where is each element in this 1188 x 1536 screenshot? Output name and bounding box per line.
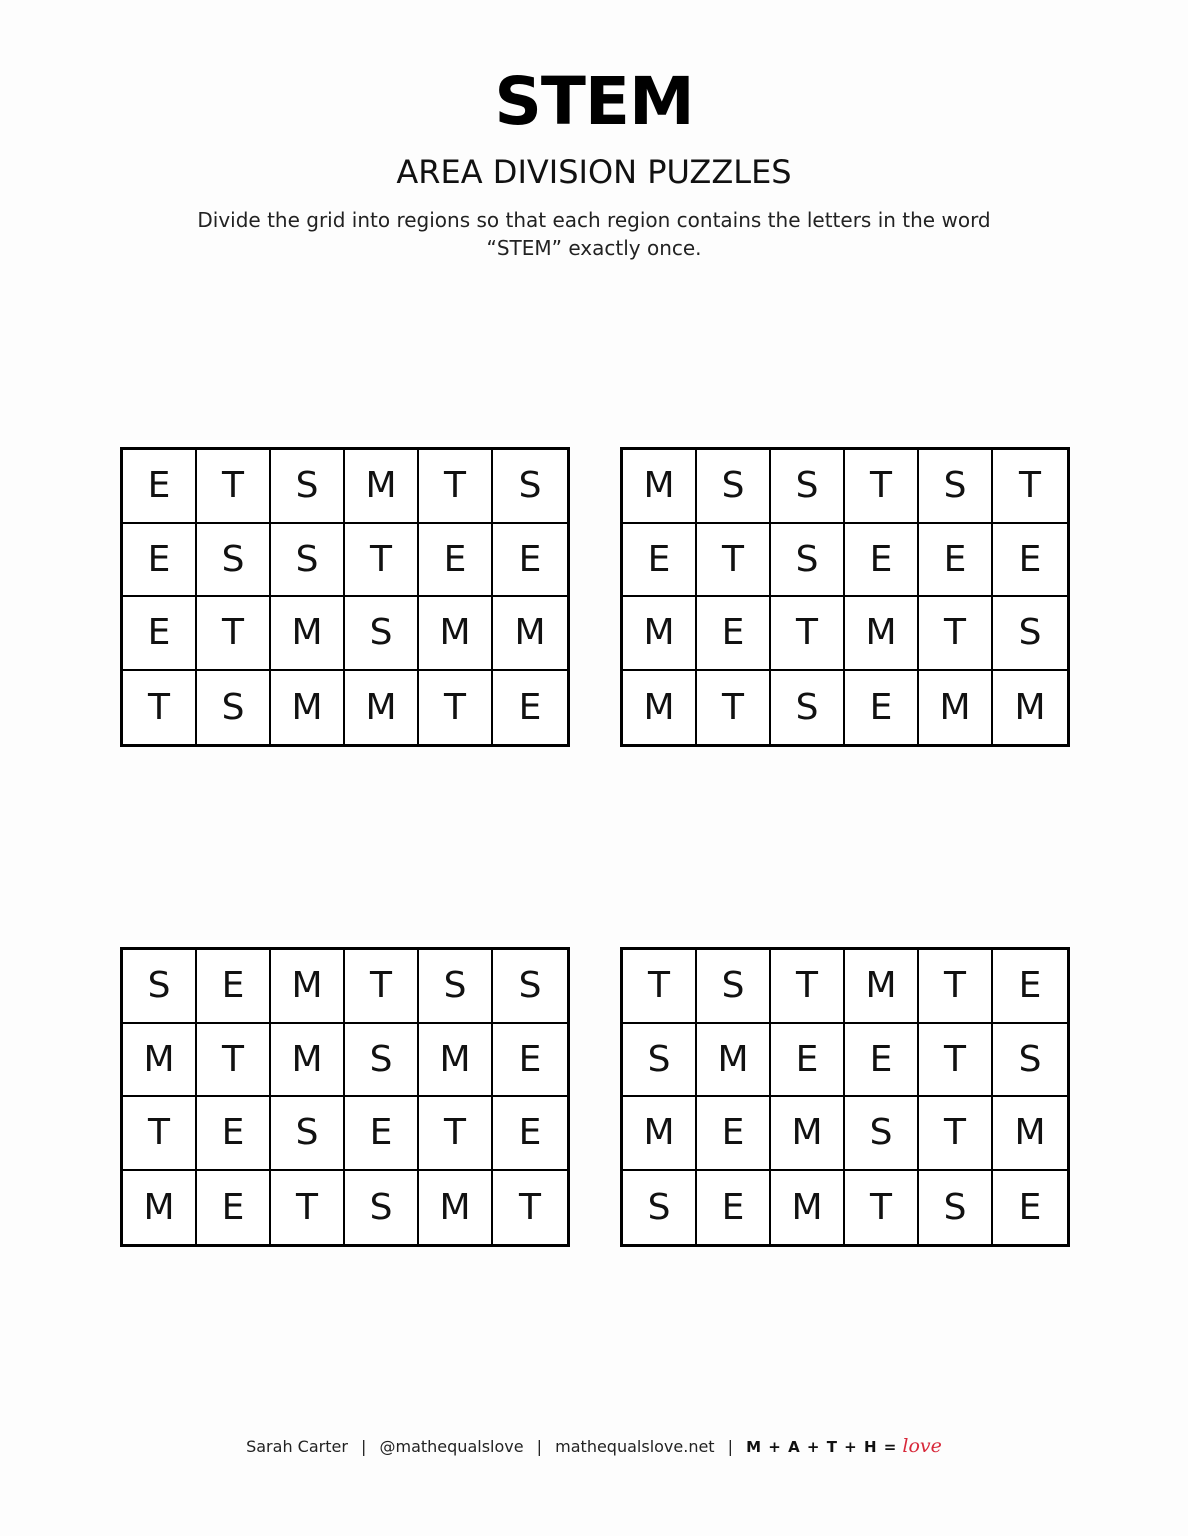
puzzle-grid-2	[620, 447, 1070, 747]
grid-cell: S	[493, 450, 567, 524]
footer-handle: @mathequalslove	[379, 1437, 524, 1456]
grid-cell: S	[697, 450, 771, 524]
grid-cell: M	[623, 671, 697, 745]
grid-cell: T	[845, 1171, 919, 1245]
grid-cell: E	[518, 686, 542, 728]
grid-cell: E	[419, 524, 493, 598]
grid-cell: S	[271, 1097, 345, 1171]
grid-cell: E	[845, 1024, 919, 1098]
grid-cell: S	[771, 524, 845, 598]
grid-cell: E	[1018, 1186, 1042, 1228]
grid-cell: M	[771, 1097, 845, 1171]
grid-cell: S	[919, 450, 993, 524]
grid-cell: M	[123, 1024, 197, 1098]
grid-cell: T	[345, 524, 419, 598]
grid-cell: T	[845, 450, 919, 524]
footer-separator: |	[361, 1437, 367, 1456]
grid-cell: S	[419, 950, 493, 1024]
grid-cell: T	[697, 671, 771, 745]
instructions: Divide the grid into regions so that each region contains the letters in the word “STEM” exactly once.	[197, 208, 991, 260]
grid-cell: T	[419, 671, 493, 745]
puzzle-grid-3	[120, 947, 570, 1247]
puzzle-grid-1	[120, 447, 570, 747]
grid-cell: S	[919, 1171, 993, 1245]
grid-cell: T	[919, 1024, 993, 1098]
grid-cell: E	[197, 1171, 271, 1245]
footer-separator: |	[727, 1437, 734, 1456]
grid-cell: E	[697, 1097, 771, 1171]
grid-cell: M	[993, 1097, 1067, 1171]
grid-cell: T	[345, 950, 419, 1024]
grid-cell: M	[123, 1171, 197, 1245]
grid-cell: E	[123, 524, 197, 598]
grid-cell: M	[623, 450, 697, 524]
grid-cell: T	[123, 671, 197, 745]
grid-cell: S	[345, 1024, 419, 1098]
grid-cell: T	[197, 597, 271, 671]
grid-cell: S	[345, 597, 419, 671]
grid-cell: T	[919, 597, 993, 671]
grid-cell: T	[197, 450, 271, 524]
grid-cell: T	[771, 950, 845, 1024]
grid-cell: S	[345, 1171, 419, 1245]
grid-cell: M	[271, 597, 345, 671]
grid-cell: M	[919, 671, 993, 745]
grid-cell: M	[623, 1097, 697, 1171]
grid-cell: M	[845, 597, 919, 671]
grid-cell: M	[271, 671, 345, 745]
grid-cell: E	[345, 1097, 419, 1171]
page-subtitle: AREA DIVISION PUZZLES	[396, 153, 792, 191]
grid-cell: E	[197, 950, 271, 1024]
grid-cell: E	[771, 1024, 845, 1098]
grid-cell: E	[845, 524, 919, 598]
footer-author: Sarah Carter	[246, 1437, 348, 1456]
grid-cell: M	[419, 1171, 493, 1245]
grid-cell: S	[993, 1024, 1067, 1098]
grid-cell: E	[845, 671, 919, 745]
footer-logo-text: M + A + T + H =	[746, 1438, 898, 1456]
grid-cell: T	[623, 950, 697, 1024]
grid-cell: S	[623, 1171, 697, 1245]
grid-cell: S	[197, 671, 271, 745]
grid-cell: T	[993, 450, 1067, 524]
grid-cell: S	[493, 950, 567, 1024]
grid-cell: M	[845, 950, 919, 1024]
grid-cell: M	[271, 950, 345, 1024]
grid-cell: M	[345, 671, 419, 745]
grid-cell: E	[197, 1097, 271, 1171]
grid-cell: S	[123, 950, 197, 1024]
grid-cell: S	[771, 671, 845, 745]
footer-separator: |	[536, 1437, 543, 1456]
footer	[0, 1432, 1188, 1461]
grid-cell: S	[271, 524, 345, 598]
grid-cell: T	[919, 1097, 993, 1171]
grid-cell: E	[623, 524, 697, 598]
footer-logo-love: love	[902, 1435, 942, 1457]
footer-website: mathequalslove.net	[555, 1437, 715, 1456]
grid-cell: T	[697, 524, 771, 598]
grid-cell: E	[123, 597, 197, 671]
page-title: STEM	[494, 63, 694, 140]
grid-cell: E	[697, 597, 771, 671]
grid-cell: M	[623, 597, 697, 671]
grid-cell: S	[271, 450, 345, 524]
grid-cell: E	[493, 1024, 567, 1098]
grid-cell: T	[919, 950, 993, 1024]
grid-cell: S	[623, 1024, 697, 1098]
grid-cell: E	[919, 524, 993, 598]
grid-cell: T	[419, 450, 493, 524]
grid-cell: E	[123, 450, 197, 524]
grid-cell: E	[493, 524, 567, 598]
grid-cell: T	[419, 1097, 493, 1171]
grid-cell: S	[771, 450, 845, 524]
grid-cell: T	[123, 1097, 197, 1171]
grid-cell: M	[771, 1171, 845, 1245]
grid-cell: S	[993, 597, 1067, 671]
grid-cell: T	[271, 1171, 345, 1245]
grid-cell: T	[197, 1024, 271, 1098]
grid-cell: T	[771, 597, 845, 671]
grid-cell: E	[493, 1097, 567, 1171]
grid-cell: E	[993, 950, 1067, 1024]
grid-cell: M	[1014, 686, 1046, 728]
grid-cell: M	[697, 1024, 771, 1098]
grid-cell: M	[345, 450, 419, 524]
grid-cell: M	[419, 597, 493, 671]
grid-cell: T	[519, 1186, 541, 1228]
grid-cell: M	[419, 1024, 493, 1098]
grid-cell: M	[271, 1024, 345, 1098]
grid-cell: E	[697, 1171, 771, 1245]
grid-cell: E	[993, 524, 1067, 598]
grid-cell: S	[845, 1097, 919, 1171]
puzzle-grid-4	[620, 947, 1070, 1247]
grid-cell: S	[197, 524, 271, 598]
grid-cell: S	[697, 950, 771, 1024]
grid-cell: M	[493, 597, 567, 671]
